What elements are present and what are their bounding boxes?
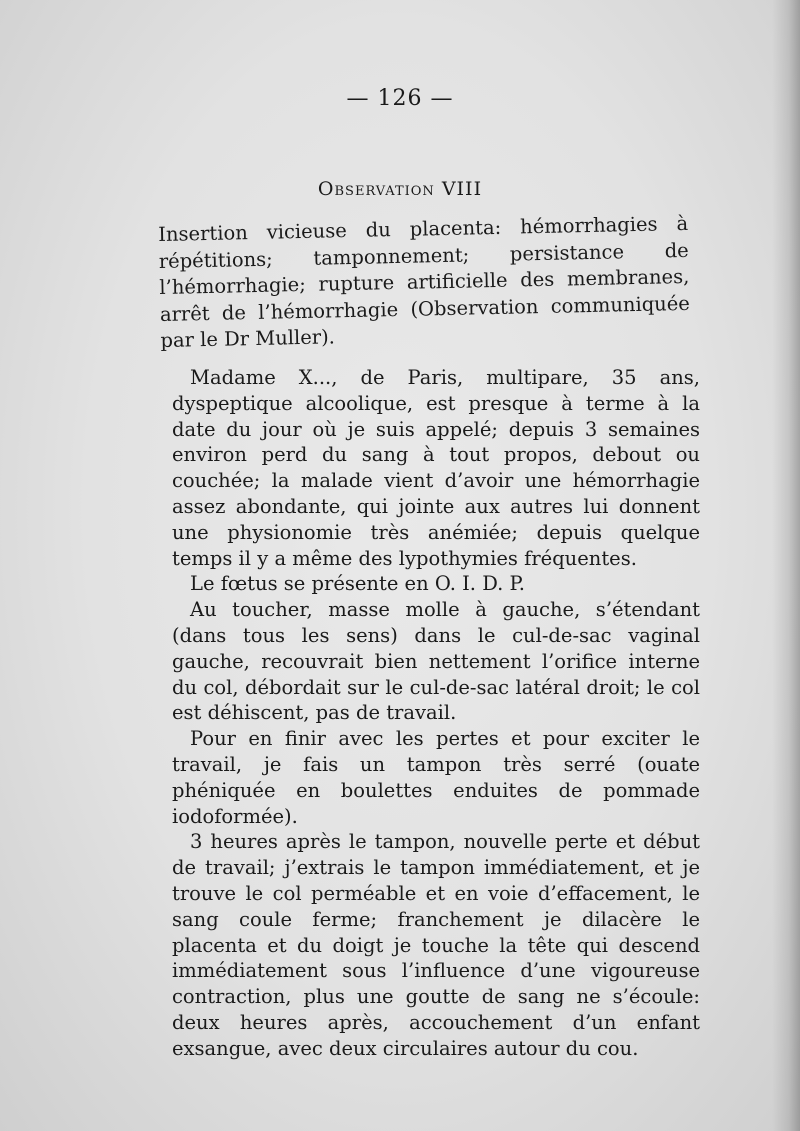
page-number: — 126 — (346, 86, 454, 111)
paragraph-4: Pour en finir avec les pertes et pour exciter le travail, je fais un tampon très serré (ouate phéniquée en boulettes enduites de pommade iodoformée). (172, 727, 700, 828)
observation-title: Observation VIII (317, 178, 483, 200)
observation-summary (158, 211, 691, 355)
paragraph-5: 3 heures après le tampon, nouvelle perte et début de travail; j’extrais le tampon immédiatement, et je trouve le col perméable et en voie d’effacement, le sang coule ferme; franchement je dilacère le placenta et du doigt je touche la tête qui descend immédiatement sous l’influence d’une vigoureuse contraction, plus une goutte de sang ne s’écoule: deux heures après, accouchement d’un enfant exsangue, avec deux circulaires autour du cou. (172, 830, 700, 1060)
paragraph-1: Madame X..., de Paris, multipare, 35 ans, dyspeptique alcoolique, est presque à terme à la date du jour où je suis appelé; depuis 3 semaines environ perd du sang à tout propos, debout ou couchée; la malade vient d’avoir une hémorrhagie assez abondante, qui jointe aux autres lui donnent une physionomie très anémiée; depuis quelque temps il y a même des lypothymies fréquentes. (172, 366, 700, 570)
observation-body (172, 365, 700, 1062)
paragraph-3: Au toucher, masse molle à gauche, s’étendant (dans tous les sens) dans le cul-de-sac vaginal gauche, recouvrait bien nettement l’orifice interne du col, débordait sur le cul-de-sac latéral droit; le col est déhiscent, pas de travail. (172, 598, 700, 725)
summary-text: Insertion vicieuse du placenta: hémorrhagies à répétitions; tamponnement; persistance de l’hémorrhagie; rupture artificielle des membranes, arrêt de l’hémorrhagie (Observation communiquée par le Dr Muller). (158, 211, 691, 352)
page-edge-shadow (772, 0, 800, 1131)
paragraph-2: Le fœtus se présente en O. I. D. P. (190, 572, 525, 596)
